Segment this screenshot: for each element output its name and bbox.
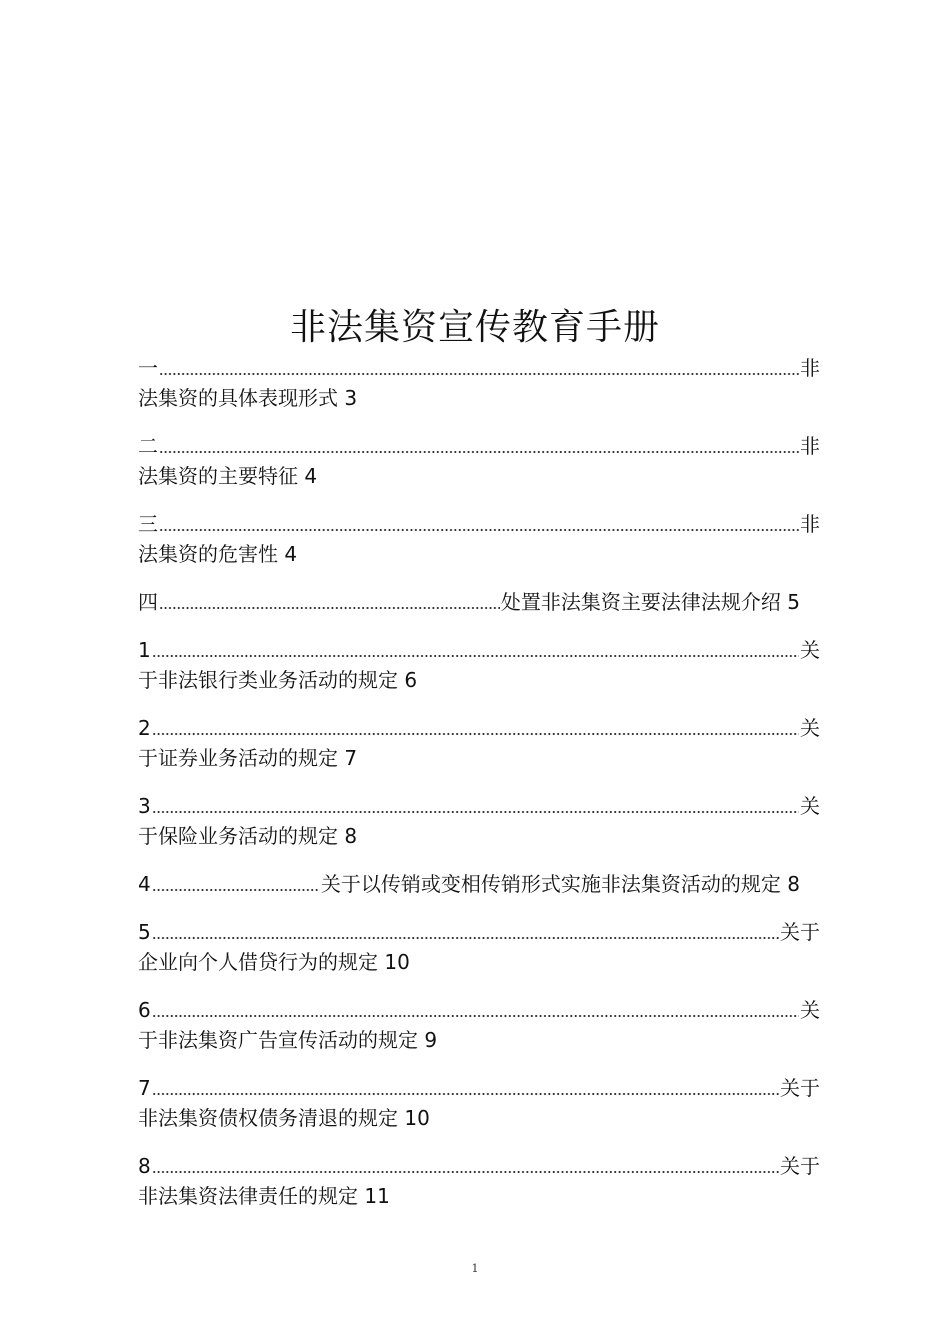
- toc-entry-number: 3: [138, 794, 151, 818]
- toc-entry-number: 三: [138, 512, 158, 536]
- toc-leader-dots: [159, 353, 799, 383]
- toc-entry-number: 1: [138, 638, 151, 662]
- toc-entry-tail: 关于以传销或变相传销形式实施非法集资活动的规定 8: [320, 872, 800, 896]
- toc-entry-number: 5: [138, 920, 151, 944]
- toc-entry-number: 2: [138, 716, 151, 740]
- toc-entry: [138, 713, 820, 773]
- toc-leader-dots: [152, 1073, 779, 1103]
- toc-entry-tail: 非: [800, 434, 820, 458]
- toc-leader-dots: [159, 587, 500, 617]
- toc-entry-continuation: 法集资的危害性 4: [138, 542, 298, 566]
- toc-entry-continuation: 于非法银行类业务活动的规定 6: [138, 668, 418, 692]
- toc-leader-dots: [152, 791, 799, 821]
- toc-entry-tail: 关于: [780, 920, 820, 944]
- toc-entry-number: 6: [138, 998, 151, 1022]
- toc-entry-continuation: 于非法集资广告宣传活动的规定 9: [138, 1028, 438, 1052]
- toc-entry-continuation: 企业向个人借贷行为的规定 10: [138, 950, 410, 974]
- toc-entry-number: 一: [138, 356, 158, 380]
- toc-entry-tail: 关于: [780, 1154, 820, 1178]
- toc-entry-number: 7: [138, 1076, 151, 1100]
- toc-entry: [138, 635, 820, 695]
- toc-leader-dots: [152, 713, 799, 743]
- toc-entry-continuation: 法集资的主要特征 4: [138, 464, 318, 488]
- toc-leader-dots: [159, 431, 799, 461]
- toc-entry-tail: 关: [800, 716, 820, 740]
- toc-entry: [138, 995, 820, 1055]
- toc-entry-tail: 关: [800, 998, 820, 1022]
- toc-leader-dots: [152, 1151, 779, 1181]
- toc-entry: [138, 869, 800, 899]
- toc-entry: [138, 917, 820, 977]
- toc-entry-continuation: 非法集资法律责任的规定 11: [138, 1184, 390, 1208]
- toc-entry-continuation: 于证券业务活动的规定 7: [138, 746, 358, 770]
- toc-entry: [138, 587, 800, 617]
- toc-entry-number: 4: [138, 872, 151, 896]
- toc-entry-number: 二: [138, 434, 158, 458]
- page-number: 1: [471, 1262, 479, 1275]
- toc-entry-number: 四: [138, 590, 158, 614]
- toc-entry: [138, 431, 820, 491]
- toc-entry-tail: 关: [800, 794, 820, 818]
- toc-entry-tail: 关于: [780, 1076, 820, 1100]
- toc-entry: [138, 509, 820, 569]
- toc-entry: [138, 1151, 820, 1211]
- toc-leader-dots: [152, 995, 799, 1025]
- document-title: 非法集资宣传教育手册: [289, 307, 660, 348]
- toc-entry-number: 8: [138, 1154, 151, 1178]
- toc-entry: [138, 1073, 820, 1133]
- toc-entry: [138, 791, 820, 851]
- toc-entry-tail: 处置非法集资主要法律法规介绍 5: [500, 590, 800, 614]
- toc-entry: [138, 353, 820, 413]
- toc-leader-dots: [152, 869, 320, 899]
- toc-leader-dots: [159, 509, 799, 539]
- toc-entry-tail: 非: [800, 356, 820, 380]
- toc-leader-dots: [152, 635, 799, 665]
- toc-entry-continuation: 法集资的具体表现形式 3: [138, 386, 358, 410]
- toc-entry-tail: 非: [800, 512, 820, 536]
- toc-entry-continuation: 非法集资债权债务清退的规定 10: [138, 1106, 430, 1130]
- toc-entry-tail: 关: [800, 638, 820, 662]
- toc-leader-dots: [152, 917, 779, 947]
- toc-entry-continuation: 于保险业务活动的规定 8: [138, 824, 358, 848]
